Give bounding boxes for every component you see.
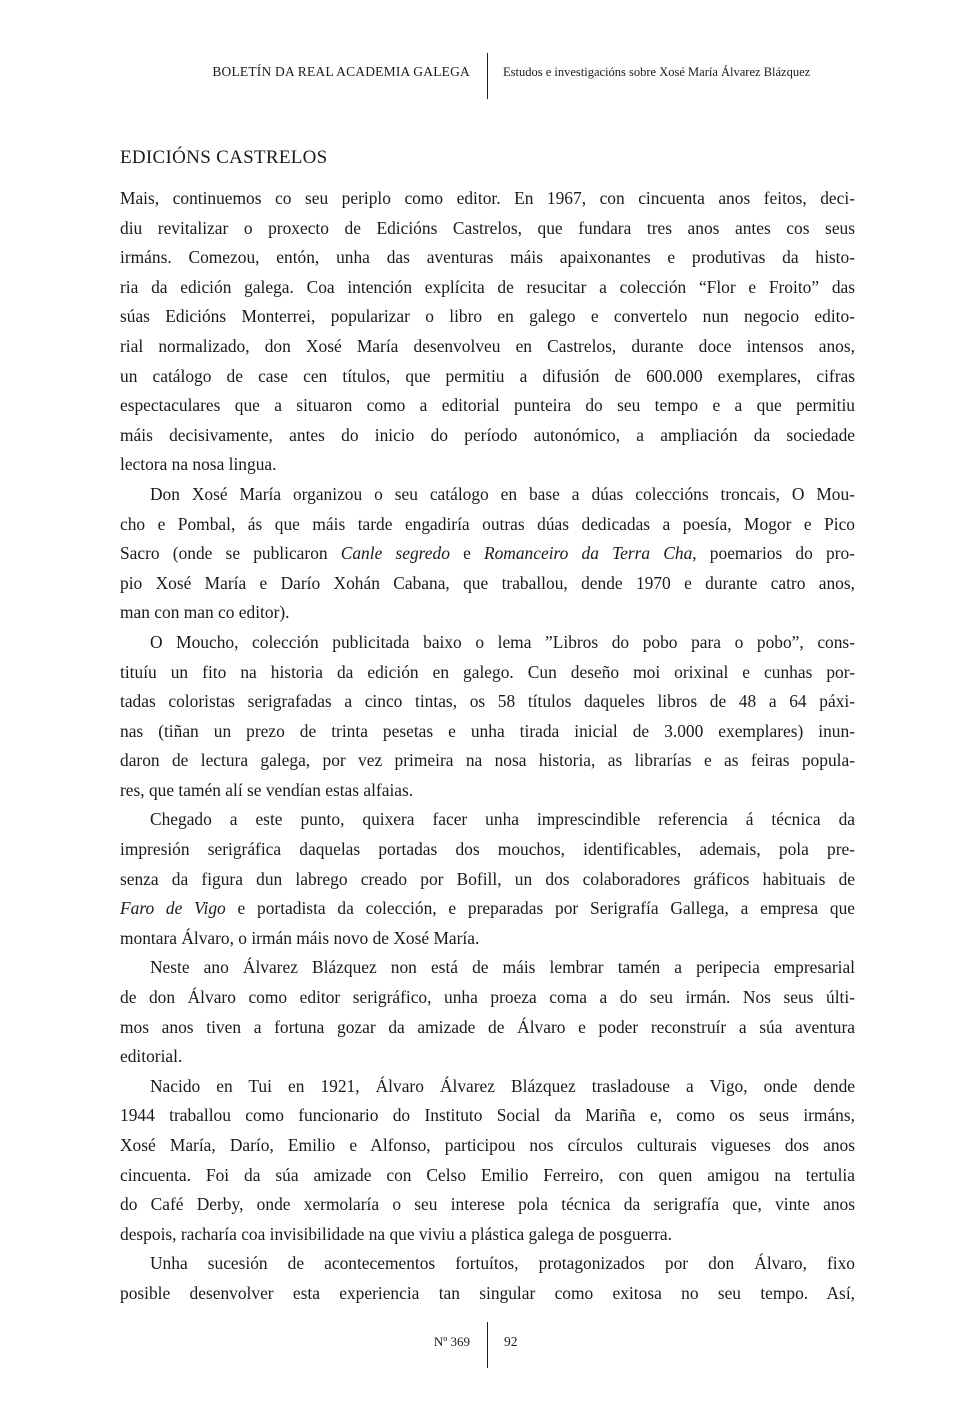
page-footer	[0, 1322, 975, 1368]
text-line: res, que tamén alí se vendían estas alfaias.	[120, 779, 414, 800]
text-line: cincuenta. Foi da súa amizade con Celso Emilio Ferreiro, con quen amigou na tertulia	[120, 1164, 855, 1185]
text-line: un catálogo de case cen títulos, que permitiu a difusión de 600.000 exemplares, cifras	[120, 365, 855, 386]
text-fragment: , poemarios do pro-	[692, 543, 855, 564]
footer-divider	[487, 1322, 488, 1368]
text-line: posible desenvolver esta experiencia tan singular como exitosa no seu tempo. Así,	[120, 1282, 855, 1303]
text-line: Unha sucesión de acontecementos fortuítos, protagonizados por don Álvaro, fixo	[150, 1253, 855, 1274]
section-title-running: Estudos e investigacións sobre Xosé María Álvarez Blázquez	[503, 65, 811, 79]
book-title: Romanceiro da Terra Cha	[483, 543, 693, 564]
text-line: irmáns. Comezou, entón, unha das aventuras máis apaixonantes e produtivas da histo-	[120, 247, 855, 268]
text-line: Don Xosé María organizou o seu catálogo en base a dúas coleccións troncais, O Mou-	[150, 483, 855, 504]
page-number: 92	[504, 1334, 518, 1349]
header-divider	[487, 53, 488, 99]
text-fragment: Sacro (onde se publicaron	[120, 543, 341, 564]
text-line: senza da figura dun labrego creado por Bofill, un dos colaboradores gráficos habituais de	[120, 868, 855, 889]
text-line: ria da edición galega. Coa intención explícita de resucitar a colección “Flor e Froito” das	[120, 276, 855, 297]
text-line: Nacido en Tui en 1921, Álvaro Álvarez Blázquez trasladouse a Vigo, onde dende	[150, 1075, 855, 1096]
text-line: nas (tiñan un prezo de trinta pesetas e unha tirada inicial de 3.000 exemplares) inun-	[120, 720, 855, 741]
text-line: espectaculares que a situaron como a editorial punteira do seu tempo e a que permitiu	[120, 395, 855, 416]
text-fragment: e portadista da colección, e preparadas por Serigrafía Gallega, a empresa que	[225, 898, 855, 919]
running-head	[0, 53, 975, 99]
text-line: tituíu un fito na historia da edición en galego. Cun deseño moi orixinal e cunhas por-	[120, 661, 855, 682]
text-line	[120, 539, 855, 569]
text-line: Xosé María, Darío, Emilio e Alfonso, participou nos círculos culturais vigueses dos anos	[120, 1135, 855, 1155]
body-text	[120, 184, 855, 1309]
text-line: Chegado a este punto, quixera facer unha imprescindible referencia á técnica da	[150, 809, 855, 830]
text-line: cho e Pombal, ás que máis tarde engadiría outras dúas dedicadas a poesía, Mogor e Pico	[120, 513, 855, 534]
text-fragment: e	[449, 543, 484, 564]
text-line: pio Xosé María e Darío Xohán Cabana, que traballou, dende 1970 e durante catro anos,	[120, 572, 855, 593]
text-line	[120, 894, 855, 924]
section-heading: EDICIÓNS CASTRELOS	[120, 147, 328, 168]
text-line: do Café Derby, onde xermolaría o seu interese pola técnica da serigrafía que, vinte anos	[120, 1194, 855, 1215]
text-line: editorial.	[120, 1046, 183, 1067]
text-line: lectora na nosa lingua.	[120, 454, 277, 475]
issue-number: Nº 369	[433, 1334, 470, 1349]
text-line: diu revitalizar o proxecto de Edicións Castrelos, que fundara tres anos antes cos seus	[120, 217, 855, 238]
text-line: tadas coloristas serigrafadas a cinco tintas, os 58 títulos daqueles libros de 48 a 64 páxi-	[120, 691, 855, 712]
text-line: súas Edicións Monterrei, popularizar o libro en galego e convertelo nun negocio edito-	[120, 306, 855, 327]
text-line: de don Álvaro como editor serigráfico, unha proeza coma a do seu irmán. Nos seus últi-	[120, 987, 855, 1008]
text-line: mos anos tiven a fortuna gozar da amizade de Álvaro e poder reconstruír a súa aventura	[120, 1016, 855, 1037]
text-line: O Moucho, colección publicitada baixo o lema ”Libros do pobo para o pobo”, cons-	[150, 631, 855, 652]
text-line: Neste ano Álvarez Blázquez non está de máis lembrar tamén a peripecia empresarial	[150, 957, 855, 978]
text-line: daron de lectura galega, por vez primeira na nosa historia, as librarías e as feiras popula-	[120, 750, 855, 771]
text-line: Mais, continuemos co seu periplo como editor. En 1967, con cincuenta anos feitos, deci-	[120, 188, 855, 208]
text-line: man con man co editor).	[120, 602, 290, 623]
text-line: 1944 traballou como funcionario do Instituto Social da Mariña e, como os seus irmáns,	[120, 1105, 855, 1126]
text-line: máis decisivamente, antes do inicio do período autonómico, a ampliación da sociedade	[120, 424, 855, 445]
journal-title: BOLETÍN DA REAL ACADEMIA GALEGA	[212, 64, 470, 79]
text-line: impresión serigráfica daquelas portadas dos mouchos, identificables, ademais, pola pre-	[120, 839, 855, 860]
text-line: despois, racharía coa invisibilidade na que viviu a plástica galega de posguerra.	[120, 1223, 672, 1244]
newspaper-title: Faro de Vigo	[120, 898, 226, 919]
book-title: Canle segredo	[340, 543, 450, 564]
text-line: rial normalizado, don Xosé María desenvolveu en Castrelos, durante doce intensos anos,	[120, 335, 855, 356]
text-line: montara Álvaro, o irmán máis novo de Xosé María.	[120, 927, 480, 948]
